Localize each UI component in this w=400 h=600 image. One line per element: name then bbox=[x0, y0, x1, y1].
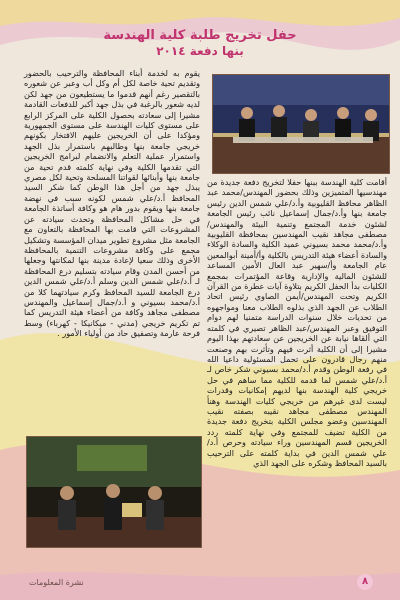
ceremony-stage-photo bbox=[212, 74, 390, 174]
page-subtitle: بنها دفعة ٢٠١٤ bbox=[156, 44, 244, 58]
article-text-intro: أقامت كلية الهندسة ببنها حفلا لتخريج دفعة جديدة من مهندسيها المتميزين وذلك بحضور المهندس/محمد عبد الظاهر محافظ القليوبية وأ.د/علي شمس الدين رئيس جامعة بنها وأ.د/جمال إسماعيل نائب رئيس الجامعة لشئون خدمة المجتمع وتنمية البيئة والمهندس/مصطفى مجاهد نقيب المهندسين بمحافظة القليوبية وأ.د/محمد محمد بسيوني عميد الكلية والسادة الوكلاء والسادة أعضاء هيئة التدريس بالكلية وأ/أمينة أبوالمعين عام الجامعة وأ/سهير عبد العال الأمين المساعد للشئون المالية والإدارية وقاعة المؤتمرات بمجمع الكليات بدأ الحفل الكريم بتلاوة آيات عطرة من القرآن الكريم وتحت المهندس/أيمن الصاوي رئيس اتحاد الطلاب عن الجهد الذي بذلوه الطلاب معنا ومواجهوه من تحديات خلال سنوات الدراسة متمنيا لهم دوام التوفيق وعبر المهندس/عبد الظاهر تصيري في كلمته التي ألقاها نيابة عن الخريجين عن سعادتهم بهذا اليوم مشيرا إلى أن الكلية أثرت فيهم وتأثرت بهم وصنعت منهم رجال قادرون على تحمل المسئولية داعيا الله في رفعة الوطن وقدم أ.د/محمد بسيوني شكر خاص لـ أ.د/علي شمس لما قدمه للكلية مما ساهم في حل خريجي كلية الهندسة بنها لديهم إمكانيات وقدرات ليست لدى غيرهم من خريجي كليات الهندسة وهنأ المهندس مصطفى مجاهد نقيبه بصفته نقيب المهندسين وعضو مجلس الكلية بتخريج دفعة جديدة من الكلية تضيف للمجتمع وفي نهاية كلمته ردد الخريجين قسم المهندسين وراء سيادته وحرص أ.د/علي شمس الدين في بداية كلمته على الترحيب بالسيد المحافظ وشكره على الجهد الذي bbox=[207, 177, 387, 468]
newsletter-name: نشرة المعلومات bbox=[29, 578, 84, 587]
stage-photo-illustration bbox=[213, 75, 389, 173]
article-column-right bbox=[207, 177, 387, 567]
article-header bbox=[60, 28, 340, 58]
article-text-continued: يقوم به لخدمة أبناء المحافظة والترحيب بالحضور وتقديم تحية خاصة لكل أم وكل أب وعبر عن شعوره بالتقصير رغم أنهم قدموا ما يستطيعون من جهد لكن لديه شعور بالرغبة في بذل جهد أكبر للدفعات القادمة مشيرا إلى سعادته بحصول الكلية على المركز الرابع على مستوى كليات الهندسة على مستوى الجمهورية ومؤكدا على أن الخريجين عليهم الافتخار بكونهم خريجي جامعة بنها وطالبهم باستمرار بذل الجهد واستمرار عملية التعلم والانضمام لبرامج الخريجين التي تقدمها الكلية وفي نهاية كلمته قدم تحية من جامعة بنها وأبنائها لقواتنا المسلحة وتحية لكل مصري يبذل جهد من أجل هذا الوطن كما شكر السيد المحافظ أ.د/علي شمس لكونه سبب في نهضة جامعة بنها ويقوم بدور هام هو وكافة أساتذة الجامعة في حل مشاكل المحافظة وتحدث سيادته عن المشروعات التي قامت بها المحافظة بالتعاون مع الجامعة مثل مشروع تطوير ميدان المؤسسة وتشكيل مجمع على وكافة مشروعات التنمية بالمحافظة الأخرى وذلك سعيا لإعادة مدينة بنها لمكانتها وجعلها من أحسن المدن وقام سيادته بتسليم درع المحافظة لـ أ.د/علي شمس الدين وسلم أ.د/علي شمس الدين درع الجامعة للسيد المحافظ وكرم سيادتهما كلا من أ.د/محمد بسيوني و أ.د/جمال إسماعيل والمهندس مصطفى مجاهد وكافة من أعضاء هيئة التدريس كما تم تكريم خريجي (مدني - ميكانيكا - كهرباء) وسط فرحة عارمة وتصفيق حاد من أولياء الأمور . bbox=[24, 68, 200, 339]
page-title: حفل تخريج طلبة كلية الهندسة bbox=[103, 28, 297, 43]
article-column-left-top bbox=[24, 68, 200, 339]
page-number: ٨ bbox=[357, 574, 373, 590]
award-ceremony-photo bbox=[26, 436, 202, 548]
award-photo-illustration bbox=[27, 437, 201, 547]
